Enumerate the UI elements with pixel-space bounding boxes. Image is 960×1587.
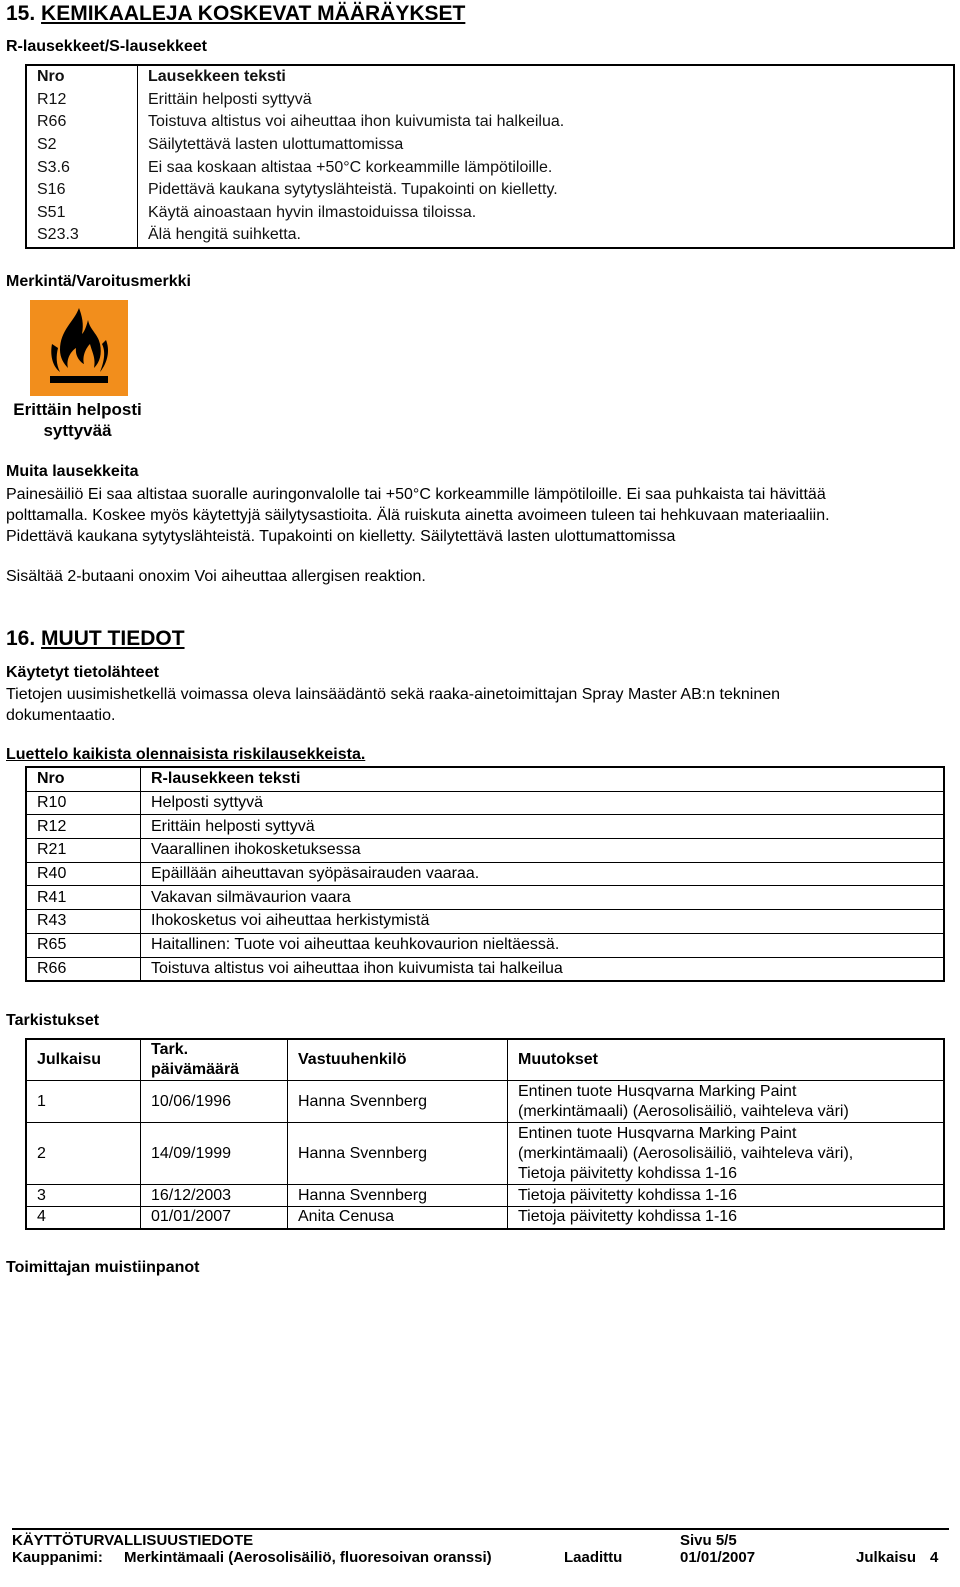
table-row (26, 89, 954, 112)
section-15-title: KEMIKAALEJA KOSKEVAT MÄÄRÄYKSET (41, 2, 466, 25)
cell-date: 01/01/2007 (141, 1207, 288, 1229)
text-line: Painesäiliö Ei saa altistaa suoralle auringonvalolle tai +50°C korkeammille lämpötiloille. Ei saa puhkaista tai hävittää (6, 486, 826, 503)
revisions-table (25, 1038, 945, 1230)
text-line: Pidettävä kaukana sytytyslähteistä. Tupakointi on kielletty. Säilytettävä lasten ulottumattomissa (6, 528, 676, 545)
column-header-text: Lausekkeen teksti (148, 68, 286, 86)
column-header-text: R-lausekkeen teksti (141, 767, 945, 791)
cell-text: Erittäin helposti syttyvä (141, 815, 945, 839)
section-15-heading (6, 2, 465, 26)
table-row (26, 1081, 944, 1123)
cell-code: S2 (26, 134, 138, 157)
other-phrases-heading: Muita lausekkeita (6, 463, 139, 480)
revisions-heading: Tarkistukset (6, 1012, 100, 1029)
table-row (26, 862, 944, 886)
cell-text: Helposti syttyvä (141, 791, 945, 815)
sources-text (6, 684, 780, 726)
cell-changes (508, 1081, 945, 1123)
cell-code: R65 (26, 933, 141, 957)
cell-code: R12 (26, 815, 141, 839)
cell-code: R66 (26, 957, 141, 981)
table-row (26, 179, 954, 202)
text-line: polttamalla. Koskee myös käytettyjä säilytysastioita. Älä ruiskuta ainetta avoimeen tuleen tai hehkuvaan materiaaliin. (6, 507, 830, 524)
table-row (26, 1185, 944, 1207)
cell-code: R43 (26, 910, 141, 934)
text-line: (merkintämaali) (Aerosolisäiliö, vaihteleva väri) (518, 1102, 849, 1120)
flame-icon (30, 300, 128, 396)
cell-person: Anita Cenusa (288, 1207, 508, 1229)
cell-text: Vaarallinen ihokosketuksessa (141, 839, 945, 863)
section-16-heading (6, 627, 185, 651)
hazard-symbol-label (0, 399, 155, 441)
table-row (26, 224, 954, 248)
symbol-label-line: syttyvää (43, 421, 112, 440)
cell-text: Käytä ainoastaan hyvin ilmastoiduissa tiloissa. (148, 203, 477, 221)
cell-date: 14/09/1999 (141, 1123, 288, 1185)
section-16-number: 16. (6, 627, 36, 650)
cell-text: Toistuva altistus voi aiheuttaa ihon kuivumista tai halkeilua. (148, 113, 565, 131)
cell-changes: Tietoja päivitetty kohdissa 1-16 (508, 1207, 945, 1229)
cell-code: R10 (26, 791, 141, 815)
table-row (26, 1207, 944, 1229)
column-header-issue: Julkaisu (26, 1039, 141, 1081)
table-header-row (26, 65, 954, 89)
footer-issue-number: 4 (930, 1549, 939, 1566)
marking-heading: Merkintä/Varoitusmerkki (6, 273, 191, 290)
table-header-row (26, 1039, 944, 1081)
table-row (26, 910, 944, 934)
header-line: päivämäärä (151, 1061, 240, 1078)
rlist-table (25, 766, 945, 982)
contains-statement: Sisältää 2-butaani onoxim Voi aiheuttaa allergisen reaktion. (6, 568, 426, 585)
supplier-notes-heading: Toimittajan muistiinpanot (6, 1259, 200, 1276)
cell-text: Vakavan silmävaurion vaara (141, 886, 945, 910)
table-row (26, 111, 954, 134)
cell-text: Pidettävä kaukana sytytyslähteistä. Tupakointi on kielletty. (148, 181, 558, 199)
footer-product-name: Merkintämaali (Aerosolisäiliö, fluoresoivan oranssi) (124, 1549, 492, 1566)
table-row (26, 957, 944, 981)
cell-code: R66 (26, 111, 138, 134)
cell-person: Hanna Svennberg (288, 1185, 508, 1207)
other-phrases-text (6, 484, 830, 547)
cell-issue: 4 (26, 1207, 141, 1229)
cell-code: S23.3 (26, 224, 138, 248)
table-row (26, 1123, 944, 1185)
text-line: Tietojen uusimishetkellä voimassa oleva lainsäädäntö sekä raaka-ainetoimittajan Spray Master AB:n tekninen (6, 686, 781, 703)
text-line: Entinen tuote Husqvarna Marking Paint (518, 1082, 797, 1100)
column-header-date (141, 1039, 288, 1081)
footer-page: Sivu 5/5 (680, 1532, 737, 1549)
cell-date: 16/12/2003 (141, 1185, 288, 1207)
cell-code: S51 (26, 202, 138, 225)
footer-issue-label: Julkaisu (856, 1549, 917, 1566)
table-row (26, 202, 954, 225)
cell-code: S16 (26, 179, 138, 202)
cell-text: Epäillään aiheuttavan syöpäsairauden vaaraa. (141, 862, 945, 886)
cell-code: R12 (26, 89, 138, 112)
sources-heading: Käytetyt tietolähteet (6, 664, 159, 681)
header-line: Tark. (151, 1041, 189, 1058)
hazard-symbol (30, 300, 128, 396)
cell-issue: 1 (26, 1081, 141, 1123)
cell-text: Haitallinen: Tuote voi aiheuttaa keuhkovaurion nieltäessä. (141, 933, 945, 957)
table-row (26, 886, 944, 910)
footer-doc-type: KÄYTTÖTURVALLISUUSTIEDOTE (12, 1532, 254, 1549)
section-16-title: MUUT TIEDOT (41, 627, 185, 650)
cell-text: Ei saa koskaan altistaa +50°C korkeammille lämpötiloille. (148, 158, 553, 176)
cell-text: Älä hengitä suihketta. (148, 226, 301, 244)
cell-date: 10/06/1996 (141, 1081, 288, 1123)
table-row (26, 134, 954, 157)
cell-issue: 3 (26, 1185, 141, 1207)
column-header-nro: Nro (26, 65, 138, 89)
table-row (26, 933, 944, 957)
symbol-label-line: Erittäin helposti (13, 400, 142, 419)
rs-table (25, 64, 955, 249)
rs-heading: R-lausekkeet/S-lausekkeet (6, 38, 207, 55)
footer-divider (12, 1528, 949, 1530)
cell-code: R21 (26, 839, 141, 863)
text-line: dokumentaatio. (6, 707, 116, 724)
cell-text: Säilytettävä lasten ulottumattomissa (148, 136, 404, 154)
cell-changes (508, 1123, 945, 1185)
table-header-row (26, 767, 944, 791)
cell-changes: Tietoja päivitetty kohdissa 1-16 (508, 1185, 945, 1207)
cell-issue: 2 (26, 1123, 141, 1185)
table-row (26, 156, 954, 179)
text-line: Entinen tuote Husqvarna Marking Paint (518, 1124, 797, 1142)
cell-person: Hanna Svennberg (288, 1123, 508, 1185)
cell-text: Ihokosketus voi aiheuttaa herkistymistä (141, 910, 945, 934)
table-row (26, 791, 944, 815)
footer-prepared-date: 01/01/2007 (680, 1549, 756, 1566)
cell-text: Erittäin helposti syttyvä (148, 90, 312, 108)
cell-code: R40 (26, 862, 141, 886)
column-header-nro: Nro (26, 767, 141, 791)
footer-product-label: Kauppanimi: (12, 1549, 103, 1566)
rlist-heading: Luettelo kaikista olennaisista riskilausekkeista. (6, 746, 366, 763)
table-row (26, 839, 944, 863)
cell-person: Hanna Svennberg (288, 1081, 508, 1123)
cell-code: R41 (26, 886, 141, 910)
section-15-number: 15. (6, 2, 36, 25)
footer-prepared-label: Laadittu (564, 1549, 623, 1566)
cell-code: S3.6 (26, 156, 138, 179)
column-header-person: Vastuuhenkilö (288, 1039, 508, 1081)
text-line: (merkintämaali) (Aerosolisäiliö, vaihteleva väri), (518, 1144, 854, 1162)
text-line: Tietoja päivitetty kohdissa 1-16 (518, 1164, 738, 1182)
cell-text: Toistuva altistus voi aiheuttaa ihon kuivumista tai halkeilua (141, 957, 945, 981)
column-header-changes: Muutokset (508, 1039, 945, 1081)
table-row (26, 815, 944, 839)
